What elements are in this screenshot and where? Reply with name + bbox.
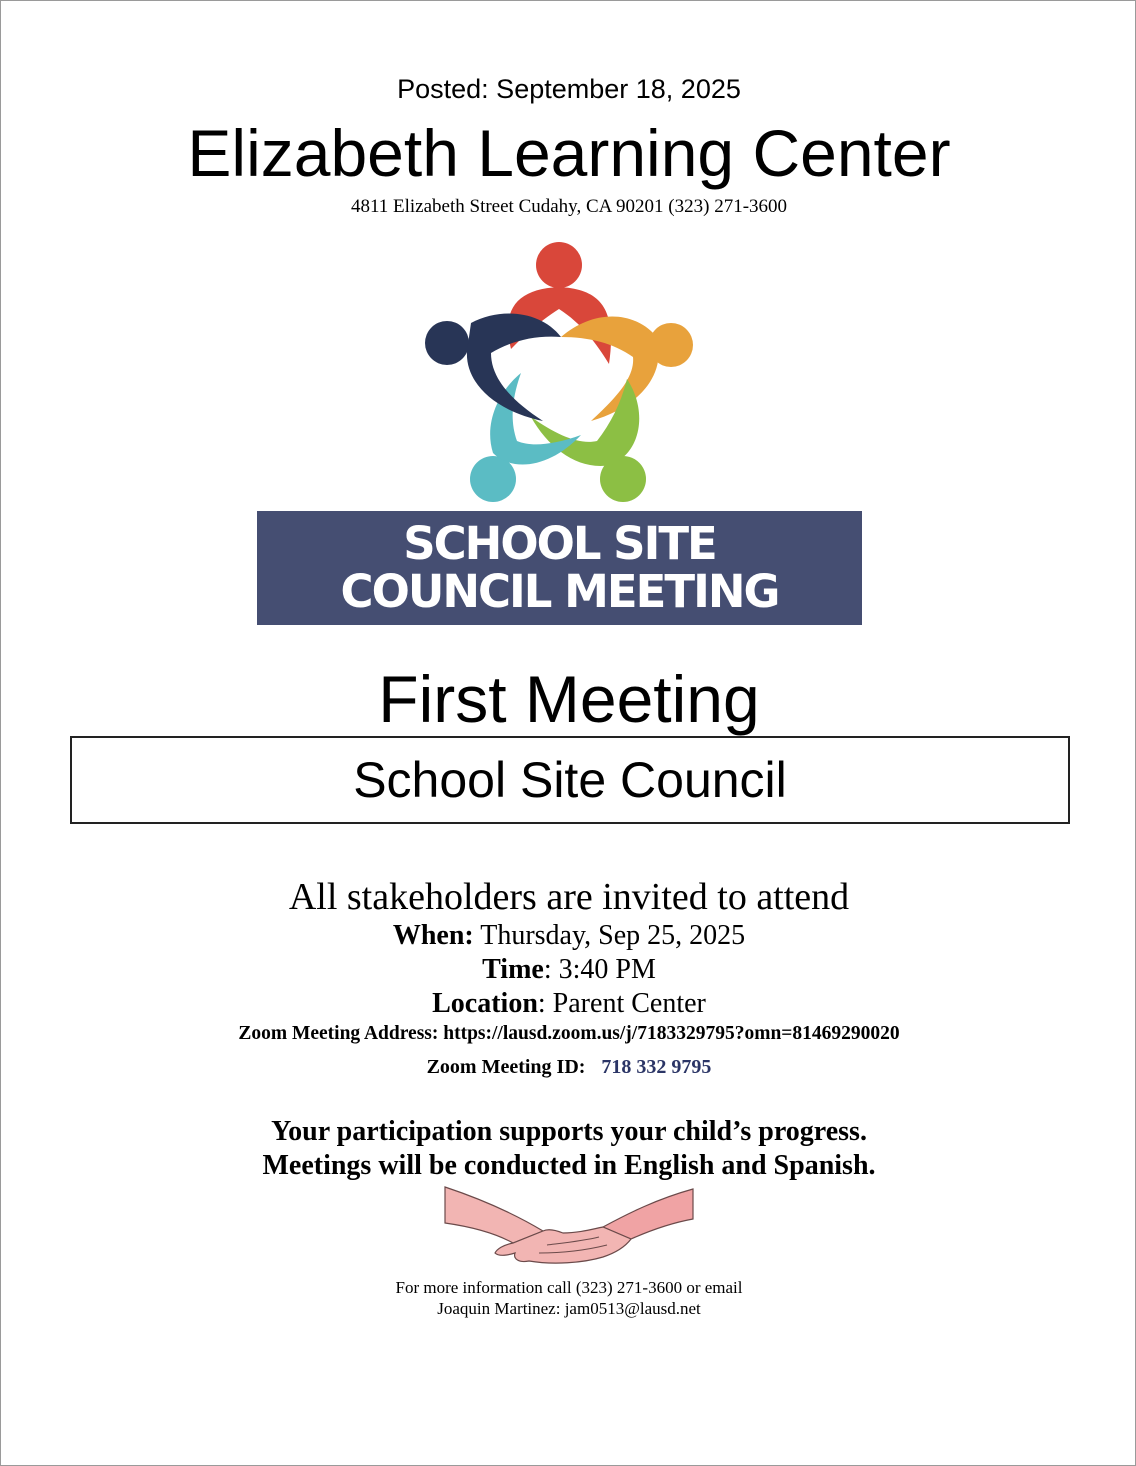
when-line	[1, 919, 1136, 953]
banner-line-1: SCHOOL SITE	[403, 517, 716, 570]
banner-line-2: COUNCIL MEETING	[340, 565, 779, 618]
zoom-id-value: 718 332 9795	[601, 1056, 712, 1078]
school-name: Elizabeth Learning Center	[187, 116, 951, 190]
people-circle-logo-icon	[421, 239, 697, 505]
council-title-box	[70, 736, 1070, 824]
when-label: When:	[392, 920, 474, 951]
location-label: Location	[432, 988, 538, 1019]
time-line	[1, 953, 1136, 987]
school-address: 4811 Elizabeth Street Cudahy, CA 90201 (323) 271-3600	[350, 196, 788, 217]
location-value: : Parent Center	[537, 988, 706, 1019]
time-value: : 3:40 PM	[543, 954, 656, 985]
zoom-id-label: Zoom Meeting ID:	[426, 1056, 586, 1078]
handshake-icon	[443, 1183, 695, 1271]
zoom-meeting-address[interactable]: Zoom Meeting Address: https://lausd.zoom.us/j/7183329795?omn=81469290020	[238, 1023, 900, 1044]
invite-line: All stakeholders are invited to attend	[288, 876, 850, 918]
participation-message: Your participation supports your child’s progress.	[271, 1116, 867, 1147]
school-site-council-banner	[257, 511, 862, 625]
contact-info-line-2: Joaquin Martinez: jam0513@lausd.net	[437, 1299, 701, 1318]
location-line	[1, 987, 1136, 1021]
time-label: Time	[482, 954, 544, 985]
council-title: School Site Council	[353, 752, 787, 808]
meeting-heading: First Meeting	[378, 662, 760, 736]
language-message: Meetings will be conducted in English and Spanish.	[262, 1150, 876, 1181]
when-value: Thursday, Sep 25, 2025	[473, 920, 746, 951]
posted-date: Posted: September 18, 2025	[397, 74, 741, 104]
zoom-meeting-id-line	[1, 1054, 1136, 1080]
contact-info-line-1: For more information call (323) 271-3600 or email	[395, 1278, 743, 1297]
